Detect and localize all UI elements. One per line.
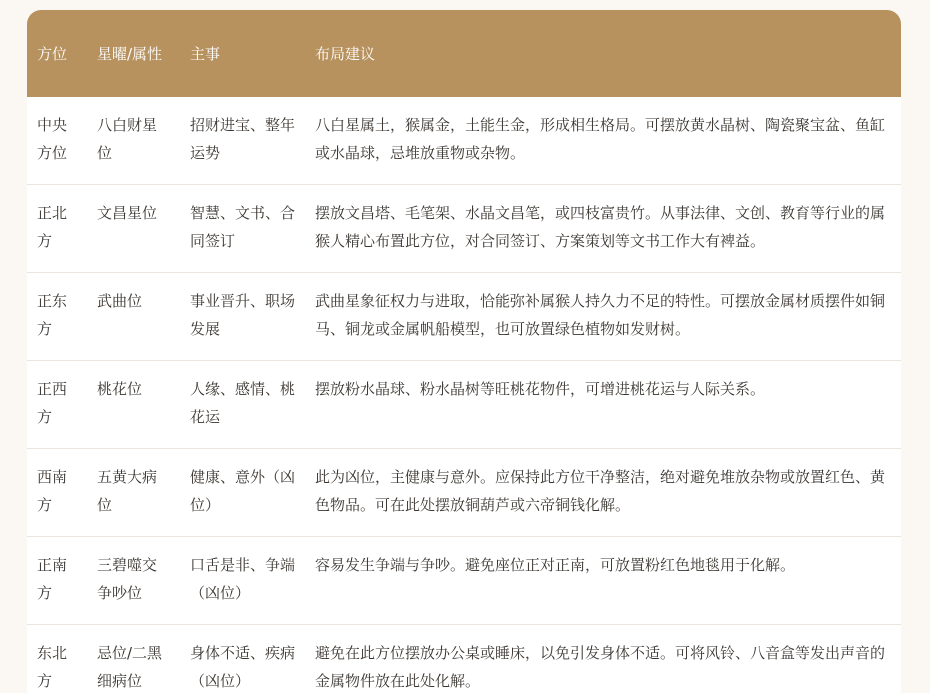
cell-direction: 正西方: [27, 361, 87, 449]
cell-star-attribute: 忌位/二黑细病位: [87, 625, 180, 693]
table-row: [27, 449, 901, 537]
cell-layout-advice: 摆放粉水晶球、粉水晶树等旺桃花物件，可增进桃花运与人际关系。: [305, 361, 901, 449]
table-row: [27, 361, 901, 449]
header-direction: 方位: [27, 10, 87, 97]
cell-direction: 东北方: [27, 625, 87, 693]
cell-layout-advice: 避免在此方位摆放办公桌或睡床，以免引发身体不适。可将风铃、八音盒等发出声音的金属物件放在此处化解。: [305, 625, 901, 693]
table-row: [27, 185, 901, 273]
cell-star-attribute: 五黄大病位: [87, 449, 180, 537]
cell-main-matter: 招财进宝、整年运势: [180, 97, 305, 185]
table-row: [27, 273, 901, 361]
cell-layout-advice: 八白星属土，猴属金，土能生金，形成相生格局。可摆放黄水晶树、陶瓷聚宝盆、鱼缸或水晶球，忌堆放重物或杂物。: [305, 97, 901, 185]
cell-layout-advice: 容易发生争端与争吵。避免座位正对正南，可放置粉红色地毯用于化解。: [305, 537, 901, 625]
cell-main-matter: 身体不适、疾病（凶位）: [180, 625, 305, 693]
cell-direction: 正东方: [27, 273, 87, 361]
table-header: [27, 10, 901, 97]
header-row: [27, 10, 901, 97]
cell-main-matter: 智慧、文书、合同签订: [180, 185, 305, 273]
cell-direction: 西南方: [27, 449, 87, 537]
table-row: [27, 537, 901, 625]
cell-star-attribute: 八白财星位: [87, 97, 180, 185]
table-row: [27, 97, 901, 185]
cell-layout-advice: 武曲星象征权力与进取，恰能弥补属猴人持久力不足的特性。可摆放金属材质摆件如铜马、铜龙或金属帆船模型，也可放置绿色植物如发财树。: [305, 273, 901, 361]
cell-direction: 正南方: [27, 537, 87, 625]
cell-star-attribute: 文昌星位: [87, 185, 180, 273]
feng-shui-table: [27, 10, 901, 693]
table-row: [27, 625, 901, 693]
cell-direction: 中央方位: [27, 97, 87, 185]
cell-main-matter: 口舌是非、争端（凶位）: [180, 537, 305, 625]
header-layout-advice: 布局建议: [305, 10, 901, 97]
cell-main-matter: 事业晋升、职场发展: [180, 273, 305, 361]
cell-star-attribute: 武曲位: [87, 273, 180, 361]
header-main-matter: 主事: [180, 10, 305, 97]
table-body: [27, 97, 901, 693]
cell-star-attribute: 三碧噬交争吵位: [87, 537, 180, 625]
cell-direction: 正北方: [27, 185, 87, 273]
header-star-attribute: 星曜/属性: [87, 10, 180, 97]
cell-layout-advice: 摆放文昌塔、毛笔架、水晶文昌笔，或四枝富贵竹。从事法律、文创、教育等行业的属猴人精心布置此方位，对合同签订、方案策划等文书工作大有裨益。: [305, 185, 901, 273]
feng-shui-table-container: [27, 10, 901, 693]
cell-star-attribute: 桃花位: [87, 361, 180, 449]
cell-main-matter: 人缘、感情、桃花运: [180, 361, 305, 449]
cell-layout-advice: 此为凶位，主健康与意外。应保持此方位干净整洁，绝对避免堆放杂物或放置红色、黄色物品。可在此处摆放铜葫芦或六帝铜钱化解。: [305, 449, 901, 537]
cell-main-matter: 健康、意外（凶位）: [180, 449, 305, 537]
